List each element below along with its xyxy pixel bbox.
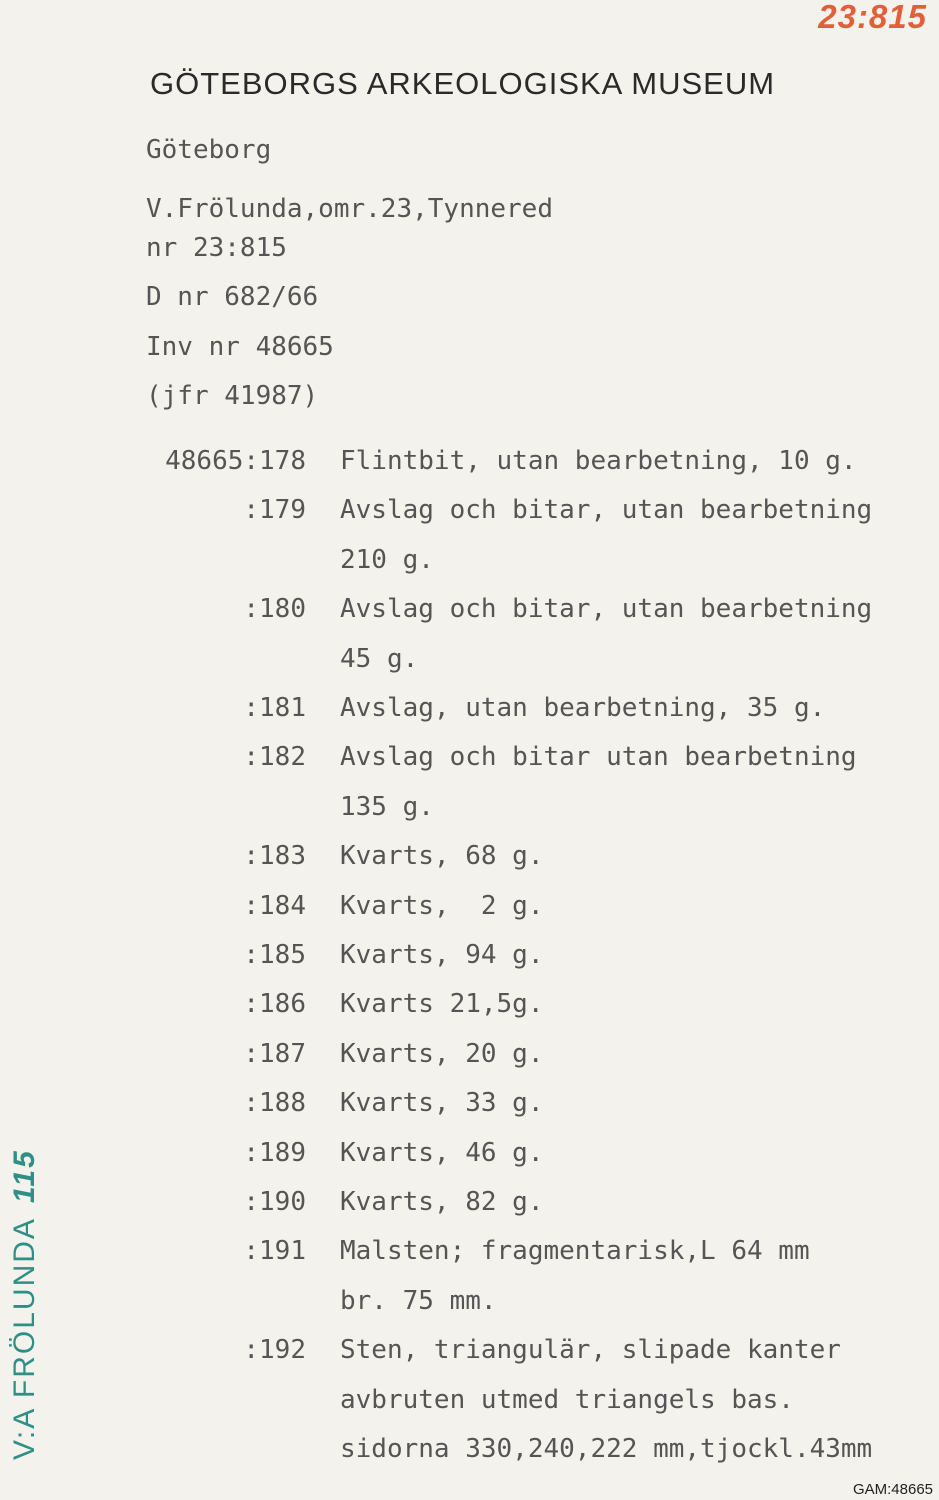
item-number: :190 <box>243 1187 306 1217</box>
city-line: Göteborg <box>146 135 272 165</box>
item-description-continued: br. 75 mm. <box>340 1285 497 1316</box>
item-description: Avslag och bitar, utan bearbetning <box>340 594 873 625</box>
item-description: Kvarts, 20 g. <box>340 1038 544 1069</box>
site-line: V.Frölunda,omr.23,Tynnered <box>146 194 553 224</box>
item-description: Flintbit, utan bearbetning, 10 g. <box>340 446 857 476</box>
item-description: Sten, triangulär, slipade kanter <box>340 1335 841 1366</box>
stamp-number: 23:815 <box>818 0 927 35</box>
compare-reference-line: (jfr 41987) <box>146 381 319 411</box>
item-description: Kvarts 21,5g. <box>340 989 544 1020</box>
item-description: Avslag och bitar, utan bearbetning <box>340 495 873 526</box>
item-number: :188 <box>243 1088 306 1119</box>
item-description: Malsten; fragmentarisk,L 64 mm <box>340 1236 810 1267</box>
item-number: :184 <box>243 890 306 921</box>
item-description: Avslag, utan bearbetning, 35 g. <box>340 693 826 723</box>
item-description: Avslag och bitar utan bearbetning <box>340 742 857 773</box>
item-number: :180 <box>243 594 306 625</box>
museum-name: GÖTEBORGS ARKEOLOGISKA MUSEUM <box>150 66 776 101</box>
diary-number-line: D nr 682/66 <box>146 282 319 312</box>
item-number: :187 <box>243 1038 306 1069</box>
side-label-text: V:A FRÖLUNDA <box>8 1217 41 1460</box>
item-description-continued: sidorna 330,240,222 mm,tjockl.43mm <box>340 1434 873 1464</box>
item-description-continued: 135 g. <box>340 791 434 822</box>
item-description: Kvarts, 33 g. <box>340 1088 544 1119</box>
item-number: :191 <box>243 1236 306 1267</box>
item-number: 48665:178 <box>165 446 306 476</box>
side-label <box>8 1149 42 1460</box>
item-description: Kvarts, 68 g. <box>340 841 544 872</box>
item-number: :192 <box>243 1335 306 1366</box>
inventory-number-line: Inv nr 48665 <box>146 332 334 362</box>
item-number: :183 <box>243 841 306 872</box>
item-description: Kvarts, 46 g. <box>340 1137 544 1168</box>
side-handwritten-number: 115 <box>8 1149 41 1204</box>
item-number: :185 <box>243 940 306 970</box>
item-number: :182 <box>243 742 306 773</box>
item-description: Kvarts, 82 g. <box>340 1187 544 1217</box>
item-number: :181 <box>243 693 306 723</box>
item-description: Kvarts, 2 g. <box>340 890 544 921</box>
footer-id: GAM:48665 <box>852 1481 933 1498</box>
item-number: :186 <box>243 989 306 1020</box>
item-description-continued: 210 g. <box>340 544 434 575</box>
site-number-line: nr 23:815 <box>146 233 287 263</box>
item-description-continued: avbruten utmed triangels bas. <box>340 1384 794 1415</box>
item-number: :179 <box>243 495 306 526</box>
item-description: Kvarts, 94 g. <box>340 940 544 970</box>
item-number: :189 <box>243 1137 306 1168</box>
item-description-continued: 45 g. <box>340 643 419 674</box>
